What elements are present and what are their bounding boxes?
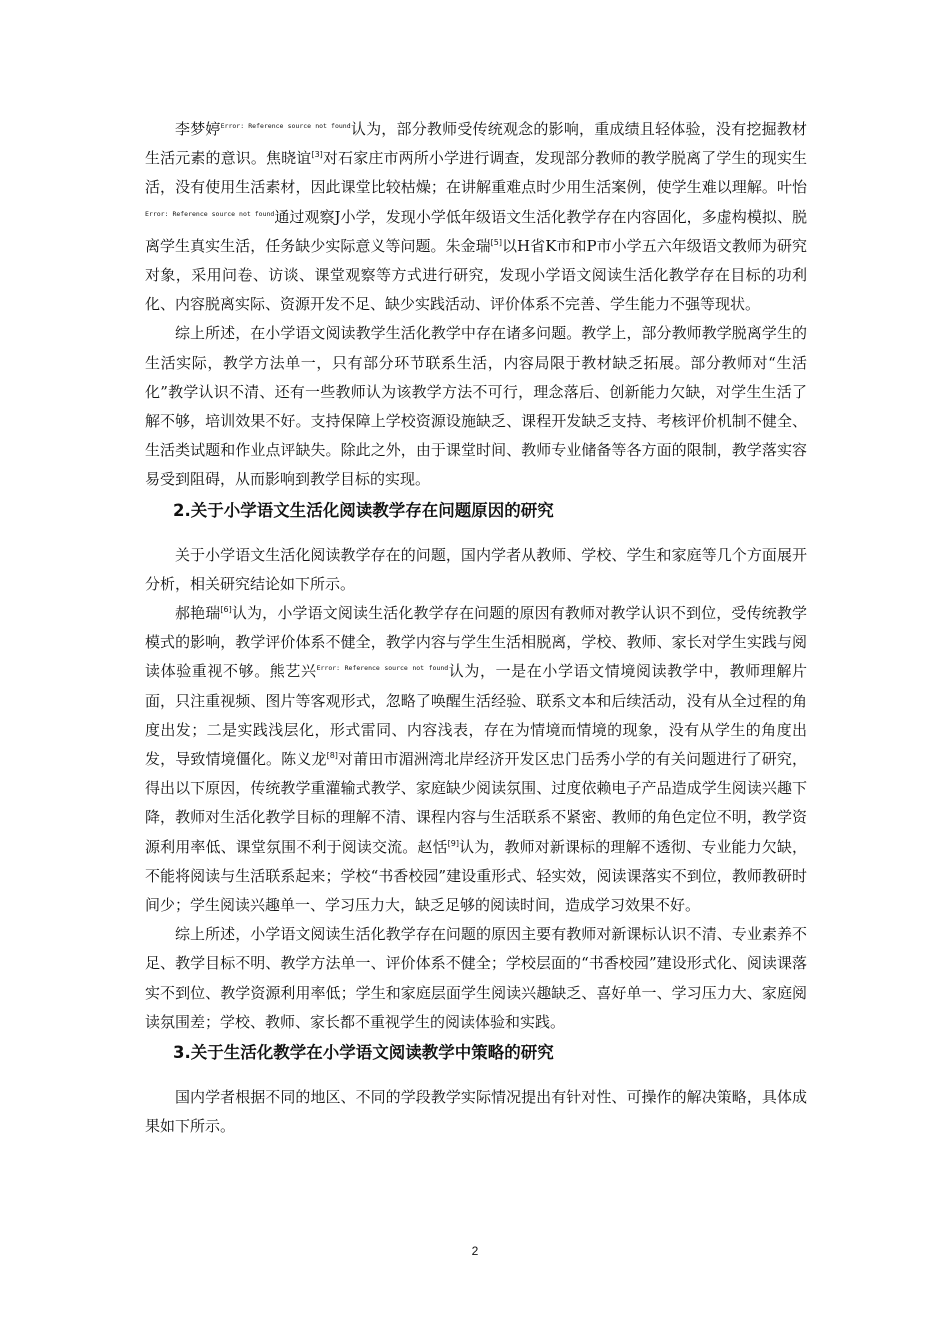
paragraph-literature-problems: [145, 115, 807, 319]
text-run: 对石家庄市两所小学进行调查，发现部分教师的教学脱离了学生的现实生活，没有使用生活素材，因此课堂比较枯燥；在讲解重难点时少用生活案例，使学生难以理解。叶怡: [145, 149, 807, 197]
text-run: 认为，教师对新课标的理解不透彻、专业能力欠缺，不能将阅读与生活联系起来；学校“书香校园”建设重形式、轻实效，阅读课落实不到位，教师教研时间少；学生阅读兴趣单一、学习压力大，缺乏足够的阅读时间，造成学习效果不好。: [145, 837, 807, 915]
paragraph-intro-strategies: 国内学者根据不同的地区、不同的学段教学实际情况提出有针对性、可操作的解决策略，具体成果如下所示。: [145, 1088, 807, 1136]
text-run: 以H省K市和P市小学五六年级语文教师为研究对象，采用问卷、访谈、课堂观察等方式进行研究，发现小学语文阅读生活化教学存在目标的功利化、内容脱离实际、资源开发不足、缺少实践活动、评价体系不完善、学生能力不强等现状。: [145, 236, 807, 314]
paragraph-literature-causes: [145, 599, 807, 920]
text-run: 认为，小学语文阅读生活化教学存在问题的原因有教师对教学认识不到位，受传统教学模式的影响，教学评价体系不健全，教学内容与学生生活相脱离，学校、教师、家长对学生实践与阅读体验重视不够。熊艺兴: [145, 604, 807, 681]
paragraph-summary-causes: 综上所述，小学语文阅读生活化教学存在问题的原因主要有教师对新课标认识不清、专业素养不足、教学目标不明、教学方法单一、评价体系不健全；学校层面的“书香校园”建设形式化、阅读课落实不到位、教学资源利用率低；学生和家庭层面学生阅读兴趣缺乏、喜好单一、学习压力大、家庭阅读氛围差；学校、教师、家长都不重视学生的阅读体验和实践。: [145, 925, 807, 1031]
section-heading-3: 3.关于生活化教学在小学语文阅读教学中策略的研究: [173, 1043, 554, 1063]
reference-error-marker: Error: Reference source not found: [220, 122, 351, 130]
text-run: 郝艳瑞: [175, 604, 221, 623]
page-number: 2: [471, 1244, 479, 1258]
reference-error-marker: Error: Reference source not found: [145, 209, 275, 218]
paragraph-intro-causes: 关于小学语文生活化阅读教学存在的问题，国内学者从教师、学校、学生和家庭等几个方面展开分析，相关研究结论如下所示。: [145, 545, 807, 593]
section-heading-2: 2.关于小学语文生活化阅读教学存在问题原因的研究: [173, 500, 554, 520]
text-run: 通过观察J小学，发现小学低年级语文生活化教学存在内容固化，多虚构模拟、脱离学生真实生活，任务缺少实际意义等问题。朱金瑞: [145, 207, 807, 255]
page-body: [145, 115, 807, 1142]
citation-5[interactable]: [5]: [490, 237, 502, 247]
spacer: [145, 527, 807, 541]
citation-3[interactable]: [3]: [311, 150, 323, 160]
text-run: 认为，部分教师受传统观念的影响，重成绩且轻体验，没有挖掘教材生活元素的意识。焦晓谊: [145, 120, 807, 168]
citation-6[interactable]: [6]: [220, 605, 232, 615]
spacer: [145, 1069, 807, 1083]
paragraph-summary-problems: 综上所述，在小学语文阅读教学生活化教学中存在诸多问题。教学上，部分教师教学脱离学生的生活实际，教学方法单一，只有部分环节联系生活，内容局限于教材缺乏拓展。部分教师对“生活化”教学认识不清、还有一些教师认为该教学方法不可行，理念落后、创新能力欠缺，对学生生活了解不够，培训效果不好。支持保障上学校资源设施缺乏、课程开发缺乏支持、考核评价机制不健全、生活类试题和作业点评缺失。除此之外，由于课堂时间、教师专业储备等各方面的限制，教学落实容易受到阻碍，从而影响到教学目标的实现。: [145, 324, 807, 489]
text-run: 李梦婷: [175, 120, 221, 138]
citation-8[interactable]: [8]: [326, 751, 338, 761]
text-run: 认为，一是在小学语文情境阅读教学中，教师理解片面，只注重视频、图片等客观形式，忽略了唤醒生活经验、联系文本和后续活动，没有从全过程的角度出发；二是实践浅层化，形式雷同、内容浅表，存在为情境而情境的现象，没有从学生的角度出发，导致情境僵化。陈义龙: [145, 662, 807, 769]
citation-9[interactable]: [9]: [447, 838, 459, 848]
reference-error-marker: Error: Reference source not found: [316, 664, 449, 673]
text-run: 对莆田市湄洲湾北岸经济开发区忠门岳秀小学的有关问题进行了研究，得出以下原因，传统教学重灌输式教学、家庭缺少阅读氛围、过度依赖电子产品造成学生阅读兴趣下降，教师对生活化教学目标的理解不清、课程内容与生活联系不紧密、教师的角色定位不明，教学资源利用率低、课堂氛围不利于阅读交流。赵恬: [145, 750, 807, 856]
